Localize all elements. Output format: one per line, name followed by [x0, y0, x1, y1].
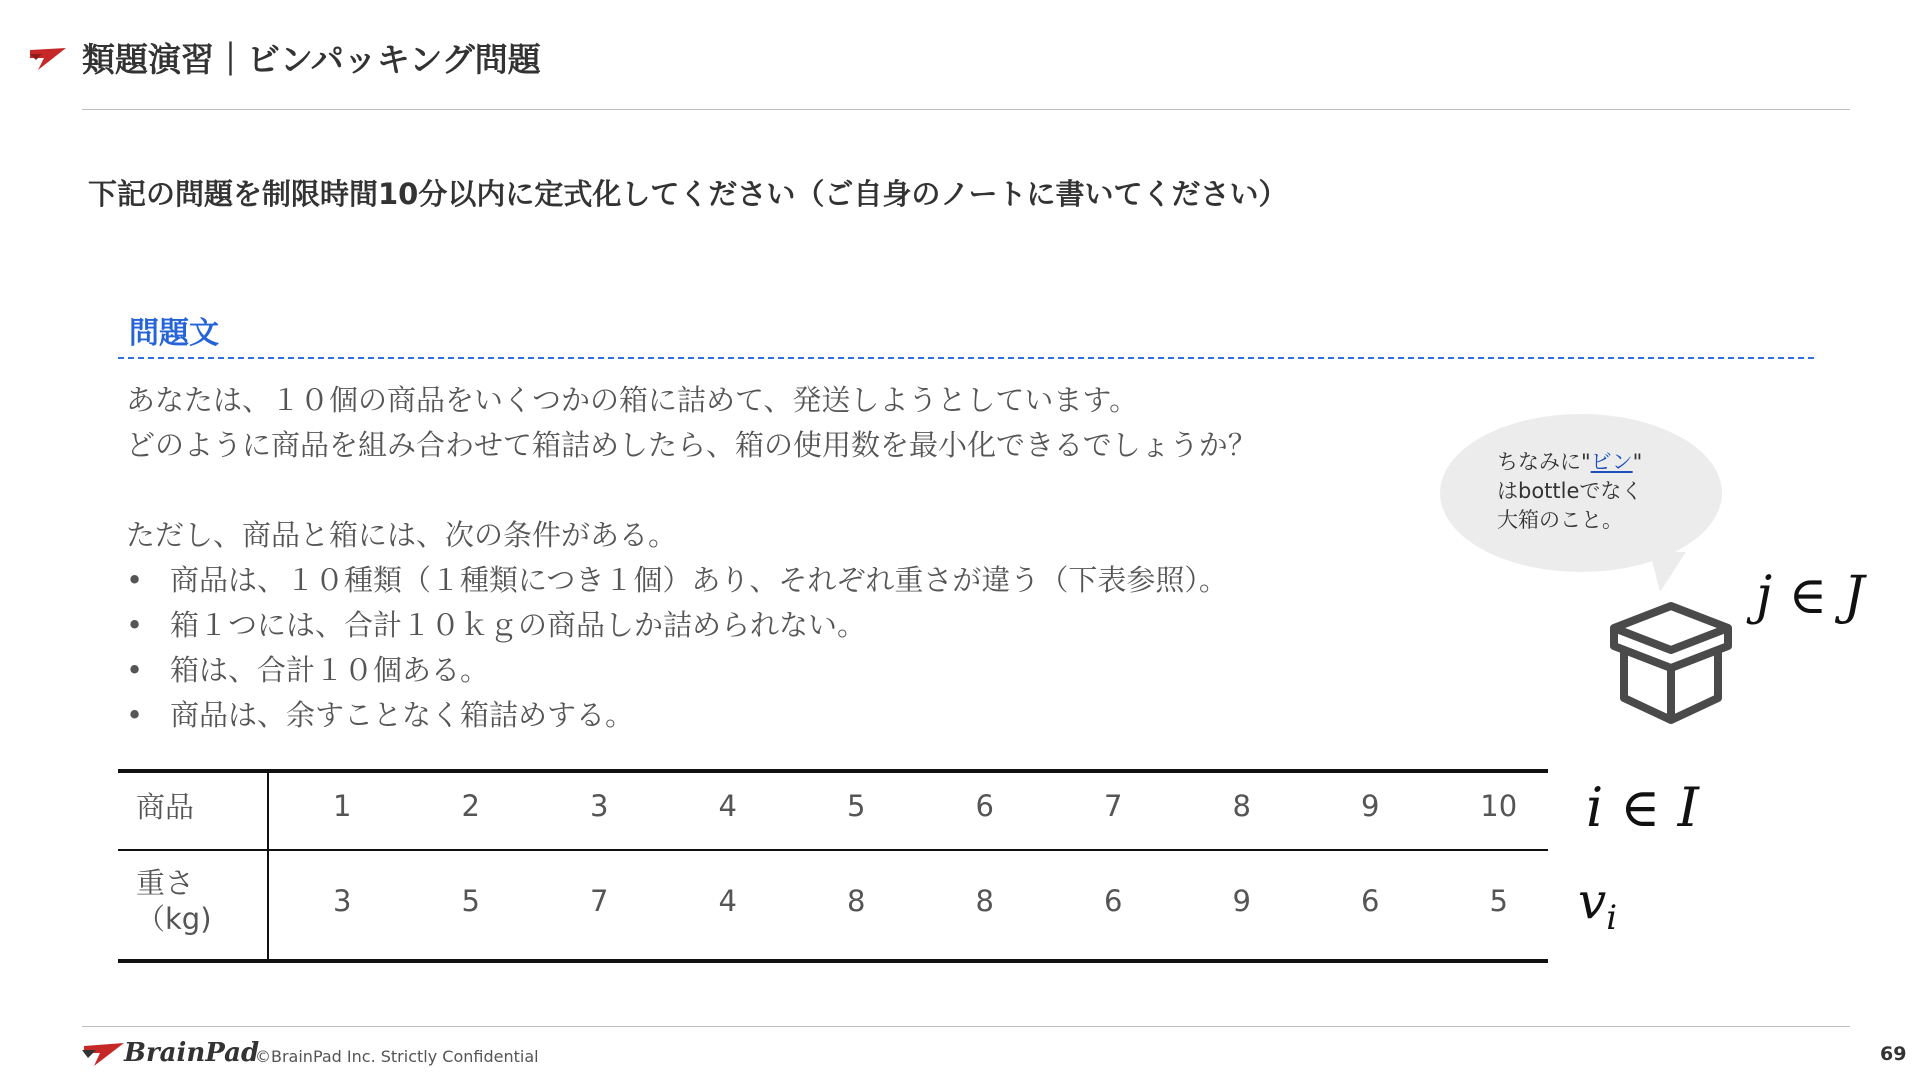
box-icon [1606, 598, 1736, 728]
table-cell: 10 [1480, 789, 1518, 823]
row-header-weight-unit: （kg) [136, 902, 212, 936]
condition-text: 商品は、１０種類（１種類につき１個）あり、それぞれ重さが違う（下表参照）。 [170, 563, 1228, 597]
bubble-line: 大箱のこと。 [1497, 508, 1623, 532]
table-cell: 1 [333, 789, 352, 823]
brainpad-logo-icon [28, 46, 68, 72]
condition-text: 箱１つには、合計１０ｋｇの商品しか詰められない。 [170, 608, 867, 642]
weight-symbol: v [1578, 872, 1607, 930]
table-cell: 4 [718, 789, 737, 823]
footer-divider [82, 1026, 1850, 1027]
weight-subscript: i [1606, 898, 1618, 938]
table-cell: 8 [975, 884, 994, 918]
item-set-notation: i ∈ I [1586, 776, 1699, 839]
condition-bullet: • 箱は、合計１０個ある。 [126, 653, 490, 687]
table-cell: 8 [847, 884, 866, 918]
table-mid-rule [118, 849, 1548, 851]
table-cell: 6 [1104, 884, 1123, 918]
table-cell: 2 [461, 789, 480, 823]
condition-bullet: • 商品は、１０種類（１種類につき１個）あり、それぞれ重さが違う（下表参照）。 [126, 563, 1228, 597]
speech-bubble-text [1497, 448, 1642, 535]
weight-notation [1578, 872, 1617, 938]
footer-copyright: ©BrainPad Inc. Strictly Confidential [255, 1047, 539, 1066]
table-cell: 9 [1232, 884, 1251, 918]
row-header-item: 商品 [136, 790, 195, 824]
brainpad-footer-logo-icon [82, 1040, 126, 1068]
table-cell: 6 [1361, 884, 1380, 918]
row-header-weight-line: 重さ [136, 866, 195, 900]
table-cell: 4 [718, 884, 737, 918]
table-top-rule [118, 769, 1548, 773]
table-cell: 6 [975, 789, 994, 823]
table-cell: 8 [1232, 789, 1251, 823]
table-col-rule [267, 771, 269, 961]
speech-bubble-tail [1650, 552, 1686, 592]
table-cell: 5 [847, 789, 866, 823]
table-cell: 9 [1361, 789, 1380, 823]
bin-set-notation: j ∈ J [1756, 566, 1865, 626]
problem-divider [118, 357, 1814, 359]
item-weight-table [118, 769, 1548, 963]
page-title: 類題演習｜ビンパッキング問題 [82, 40, 541, 79]
instruction-text: 下記の問題を制限時間10分以内に定式化してください（ご自身のノートに書いてください） [88, 177, 1288, 211]
table-cell: 7 [1104, 789, 1123, 823]
problem-line: あなたは、１０個の商品をいくつかの箱に詰めて、発送しようとしています。 [126, 383, 1139, 417]
condition-bullet: • 商品は、余すことなく箱詰めする。 [126, 698, 635, 732]
condition-bullet: • 箱１つには、合計１０ｋｇの商品しか詰められない。 [126, 608, 867, 642]
bubble-text-suffix: " [1632, 450, 1643, 474]
bubble-line: はbottleでなく [1497, 479, 1643, 503]
table-bottom-rule [118, 959, 1548, 963]
footer-brand-logo: BrainPad [124, 1038, 260, 1068]
row-header-weight [136, 865, 212, 937]
condition-text: 商品は、余すことなく箱詰めする。 [170, 698, 635, 732]
table-cell: 5 [1489, 884, 1508, 918]
problem-heading: 問題文 [129, 316, 219, 351]
problem-line: ただし、商品と箱には、次の条件がある。 [126, 518, 678, 552]
page-number: 69 [1880, 1043, 1907, 1065]
bubble-text-prefix: ちなみに" [1497, 450, 1591, 474]
table-cell: 7 [590, 884, 609, 918]
condition-text: 箱は、合計１０個ある。 [170, 653, 490, 687]
table-cell: 3 [333, 884, 352, 918]
bin-link[interactable]: ビン [1590, 450, 1633, 474]
title-divider [82, 109, 1850, 110]
table-cell: 5 [461, 884, 480, 918]
table-cell: 3 [590, 789, 609, 823]
problem-line: どのように商品を組み合わせて箱詰めしたら、箱の使用数を最小化できるでしょうか？ [126, 428, 1257, 462]
